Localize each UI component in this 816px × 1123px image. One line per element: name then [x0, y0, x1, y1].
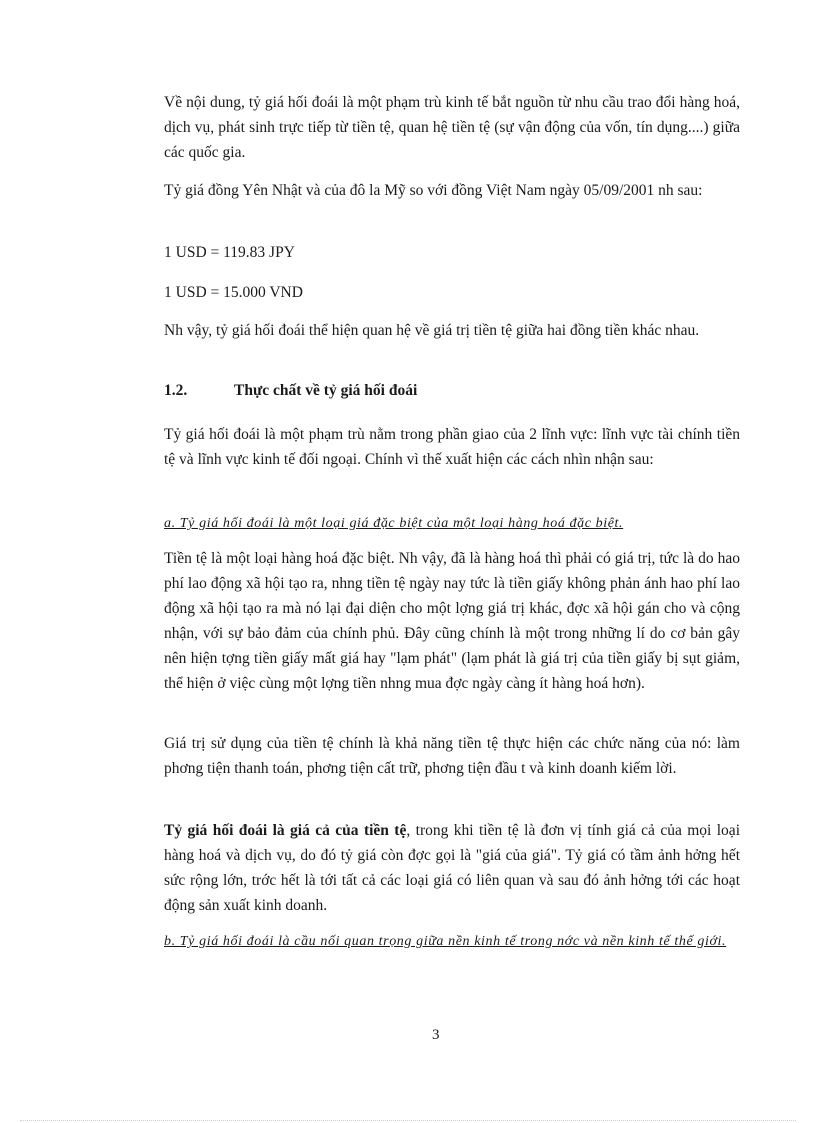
subheading-b: b. Tỷ giá hối đoái là cầu nối quan trọng giữa nền kinh tế trong nớc và nền kinh tế thế giới.	[164, 934, 727, 949]
paragraph-price-of-money-bold: Tỷ giá hối đoái là giá cả của tiền tệ	[164, 822, 407, 839]
page-bottom-divider	[20, 1120, 796, 1121]
section-number: 1.2.	[164, 382, 188, 399]
paragraph-use-value: Giá trị sử dụng của tiền tệ chính là khả năng tiền tệ thực hiện các chức năng của nó: làm phơng tiện thanh toán, phơng tiện cất trữ, phơng tiện đầu t và kinh doanh kiếm lời.	[164, 735, 740, 777]
paragraph-content-definition: Về nội dung, tỷ giá hối đoái là một phạm trù kinh tế bắt nguồn từ nhu cầu trao đổi hàng hoá, dịch vụ, phát sinh trực tiếp từ tiền tệ, quan hệ tiền tệ (sự vận động của vốn, tín dụng....) giữa các quốc gia.	[164, 94, 740, 161]
paragraph-overlap-fields: Tỷ giá hối đoái là một phạm trù nằm trong phần giao của 2 lĩnh vực: lĩnh vực tài chính tiền tệ và lĩnh vực kinh tế đối ngoại. Chính vì thế xuất hiện các cách nhìn nhận sau:	[164, 426, 740, 468]
paragraph-price-of-money-rest: , trong khi tiền tệ là đơn vị tính giá cả của mọi loại hàng hoá và dịch vụ, do đó tỷ giá còn đợc gọi là "giá của giá". Tỷ giá có tầm ảnh hởng hết sức rộng lớn, trớc hết là tới tất cả các loại giá có liên quan và sau đó ảnh hởng tới các hoạt động sản xuất kinh doanh.	[164, 822, 740, 914]
paragraph-special-commodity: Tiền tệ là một loại hàng hoá đặc biệt. Nh vậy, đã là hàng hoá thì phải có giá trị, tức là do hao phí lao động xã hội tạo ra, nhng tiền tệ ngày nay tức là tiền giấy không phản ánh hao phí lao động xã hội tạo ra mà nó lại đại diện cho một lợng giá trị khác, đợc xã hội gán cho và cộng nhận, với sự bảo đảm của chính phủ. Đây cũng chính là một trong những lí do cơ bản gây nên hiện tợng tiền giấy mất giá hay "lạm phát" (lạm phát là giá trị của tiền giấy bị sụt giảm, thể hiện ở việc cùng một lợng tiền nhng mua đợc ngày càng ít hàng hoá hơn).	[164, 550, 740, 692]
rate-usd-vnd: 1 USD = 15.000 VND	[164, 284, 303, 301]
section-heading	[164, 382, 417, 400]
paragraph-exchange-rate-intro: Tỷ giá đồng Yên Nhật và của đô la Mỹ so với đồng Việt Nam ngày 05/09/2001 nh sau:	[164, 182, 703, 199]
paragraph-price-of-money	[164, 818, 740, 918]
paragraph-rate-relation: Nh vậy, tỷ giá hối đoái thể hiện quan hệ về giá trị tiền tệ giữa hai đồng tiền khác nhau.	[164, 322, 700, 339]
rate-usd-jpy: 1 USD = 119.83 JPY	[164, 244, 295, 261]
subheading-a: a. Tỷ giá hối đoái là một loại giá đặc biệt của một loại hàng hoá đặc biệt.	[164, 516, 624, 531]
page-number: 3	[432, 1027, 440, 1043]
section-title: Thực chất về tỷ giá hối đoái	[234, 382, 418, 399]
